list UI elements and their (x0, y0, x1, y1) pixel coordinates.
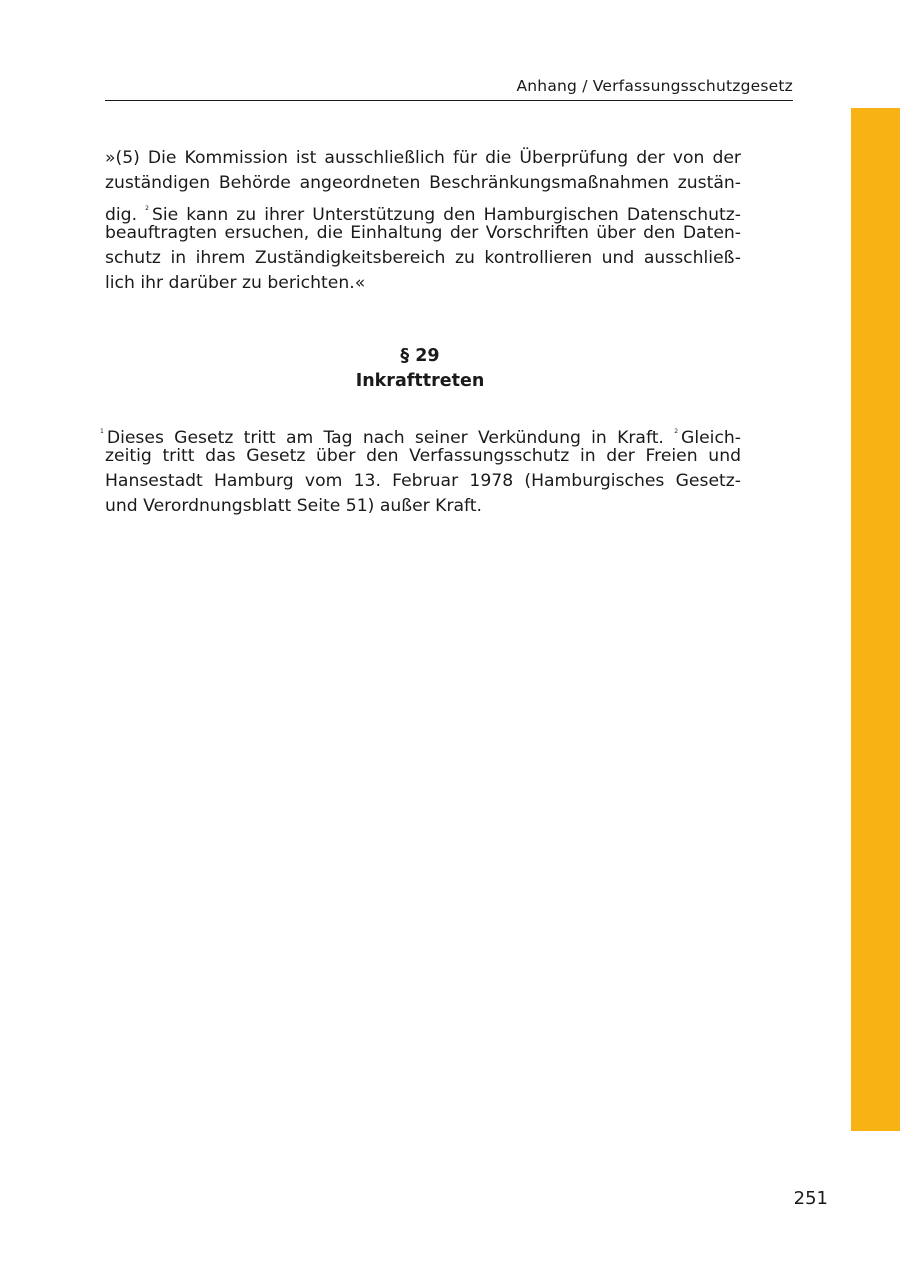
section-line-2: zeitig tritt das Gesetz über den Verfassungsschutz in der Freien und (105, 446, 741, 466)
paragraph-5-line-6: lich ihr darüber zu berichten.« (105, 273, 366, 293)
paragraph-5-line-5: schutz in ihrem Zuständigkeitsbereich zu kontrollieren und ausschließ- (105, 248, 741, 268)
paragraph-5-line-2: zuständigen Behörde angeordneten Beschränkungsmaßnahmen zustän- (105, 173, 741, 193)
section-line-1-text: Dieses Gesetz tritt am Tag nach seiner Verkündung in Kraft. (106, 428, 664, 448)
section-line-4: und Verordnungsblatt Seite 51) außer Kraft. (105, 496, 482, 516)
paragraph-5-line-3-start: dig. (105, 205, 138, 225)
running-header-title: Anhang / Verfassungsschutzgesetz (516, 77, 793, 95)
section-number: § 29 (400, 346, 440, 366)
page-number: 251 (793, 1188, 828, 1209)
paragraph-5-line-3-rest: Sie kann zu ihrer Unterstützung den Hamburgischen Datenschutz- (151, 205, 741, 225)
paragraph-5-line-4: beauftragten ersuchen, die Einhaltung der Vorschriften über den Daten- (105, 223, 741, 243)
sentence-2-marker: 2 (145, 205, 149, 212)
sentence-1-marker: 1 (100, 428, 104, 435)
running-header (105, 76, 793, 101)
section-line-1-rest: Gleich- (681, 428, 742, 448)
section-line-3: Hansestadt Hamburg vom 13. Februar 1978 (Hamburgisches Gesetz- (105, 471, 741, 491)
thumb-index-tab (851, 108, 900, 1131)
paragraph-5-line-1: »(5) Die Kommission ist ausschließlich für die Überprüfung der von der (105, 148, 741, 168)
sentence-2-marker: 2 (674, 428, 679, 435)
section-title: Inkrafttreten (355, 371, 485, 391)
